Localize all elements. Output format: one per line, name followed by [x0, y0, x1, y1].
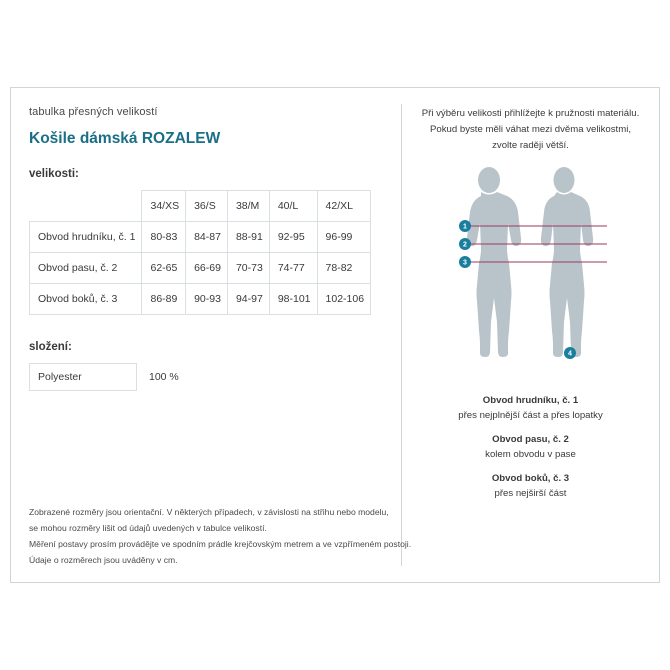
row-label: Obvod pasu, č. 2	[30, 253, 142, 284]
figure-svg	[431, 166, 631, 381]
table-cell: 74-77	[269, 253, 317, 284]
badge-label: 4	[567, 350, 572, 358]
table-cell: 102-106	[317, 284, 371, 315]
table-cell: 94-97	[227, 284, 269, 315]
table-row	[30, 222, 371, 253]
composition-section	[29, 341, 385, 391]
table-cell: 92-95	[269, 222, 317, 253]
footnote-line: Měření postavy prosím provádějte ve spodním prádle krejčovským metrem a ve vzpřímeném postoji.	[29, 539, 412, 549]
table-cell: 84-87	[186, 222, 228, 253]
table-cell: 80-83	[142, 222, 186, 253]
body-measurement-figure	[431, 166, 631, 381]
badge-3	[459, 256, 471, 268]
measure-desc: přes nejširší část	[494, 488, 567, 499]
badge-2	[459, 238, 471, 250]
left-panel	[11, 88, 412, 582]
size-table	[29, 190, 371, 315]
table-cell: 98-101	[269, 284, 317, 315]
column-header: 42/XL	[317, 191, 371, 222]
table-cell: 96-99	[317, 222, 371, 253]
table-cell: 70-73	[227, 253, 269, 284]
table-cell: 78-82	[317, 253, 371, 284]
material-percent: 100 %	[149, 371, 179, 383]
badge-4	[564, 347, 576, 359]
measure-desc: přes nejplnější část a přes lopatky	[458, 410, 603, 421]
measure-title: Obvod boků, č. 3	[491, 473, 570, 484]
badge-label: 1	[462, 223, 467, 231]
row-label: Obvod hrudníku, č. 1	[30, 222, 142, 253]
footnote-line: Zobrazené rozměry jsou orientační. V některých případech, v závislosti na střihu nebo modelu,	[29, 507, 389, 517]
composition-table	[29, 363, 188, 391]
column-header: 36/S	[186, 191, 228, 222]
measure-descriptions	[416, 393, 645, 501]
table-cell: 62-65	[142, 253, 186, 284]
intro-text	[416, 106, 645, 154]
intro-line: Při výběru velikosti přihlížejte k pružnosti materiálu.	[421, 108, 640, 119]
sizes-label: velikosti:	[29, 168, 79, 180]
intro-line: Pokud byste měli váhat mezi dvěma velikostmi,	[429, 124, 631, 135]
measure-title: Obvod hrudníku, č. 1	[482, 395, 579, 406]
table-row	[30, 284, 371, 315]
table-header-row	[30, 191, 371, 222]
intro-line: zvolte raději větší.	[492, 140, 569, 151]
right-panel	[402, 88, 659, 582]
row-label: Obvod boků, č. 3	[30, 284, 142, 315]
footnote-line: se mohou rozměry lišit od údajů uvedených v tabulce velikostí.	[29, 523, 267, 533]
size-table-body	[30, 222, 371, 315]
badge-1	[459, 220, 471, 232]
material-name: Polyester	[30, 364, 137, 391]
column-header: 34/XS	[142, 191, 186, 222]
table-cell: 86-89	[142, 284, 186, 315]
size-chart-sheet	[10, 87, 660, 583]
measure-desc: kolem obvodu v pase	[485, 449, 576, 460]
eyebrow-text: tabulka přesných velikostí	[29, 106, 158, 118]
table-row	[30, 364, 188, 391]
badge-label: 3	[462, 259, 467, 267]
footnote-line: Údaje o rozměrech jsou uváděny v cm.	[29, 555, 178, 565]
table-cell: 88-91	[227, 222, 269, 253]
footnotes	[29, 504, 411, 568]
composition-label: složení:	[29, 341, 72, 353]
column-header: 38/M	[227, 191, 269, 222]
table-cell: 66-69	[186, 253, 228, 284]
table-cell: 90-93	[186, 284, 228, 315]
measure-title: Obvod pasu, č. 2	[492, 434, 569, 445]
table-corner-cell	[30, 191, 142, 222]
size-table-head	[30, 191, 371, 222]
column-header: 40/L	[269, 191, 317, 222]
table-row	[30, 253, 371, 284]
badge-label: 2	[462, 241, 467, 249]
page-title: Košile dámská ROZALEW	[29, 130, 221, 147]
